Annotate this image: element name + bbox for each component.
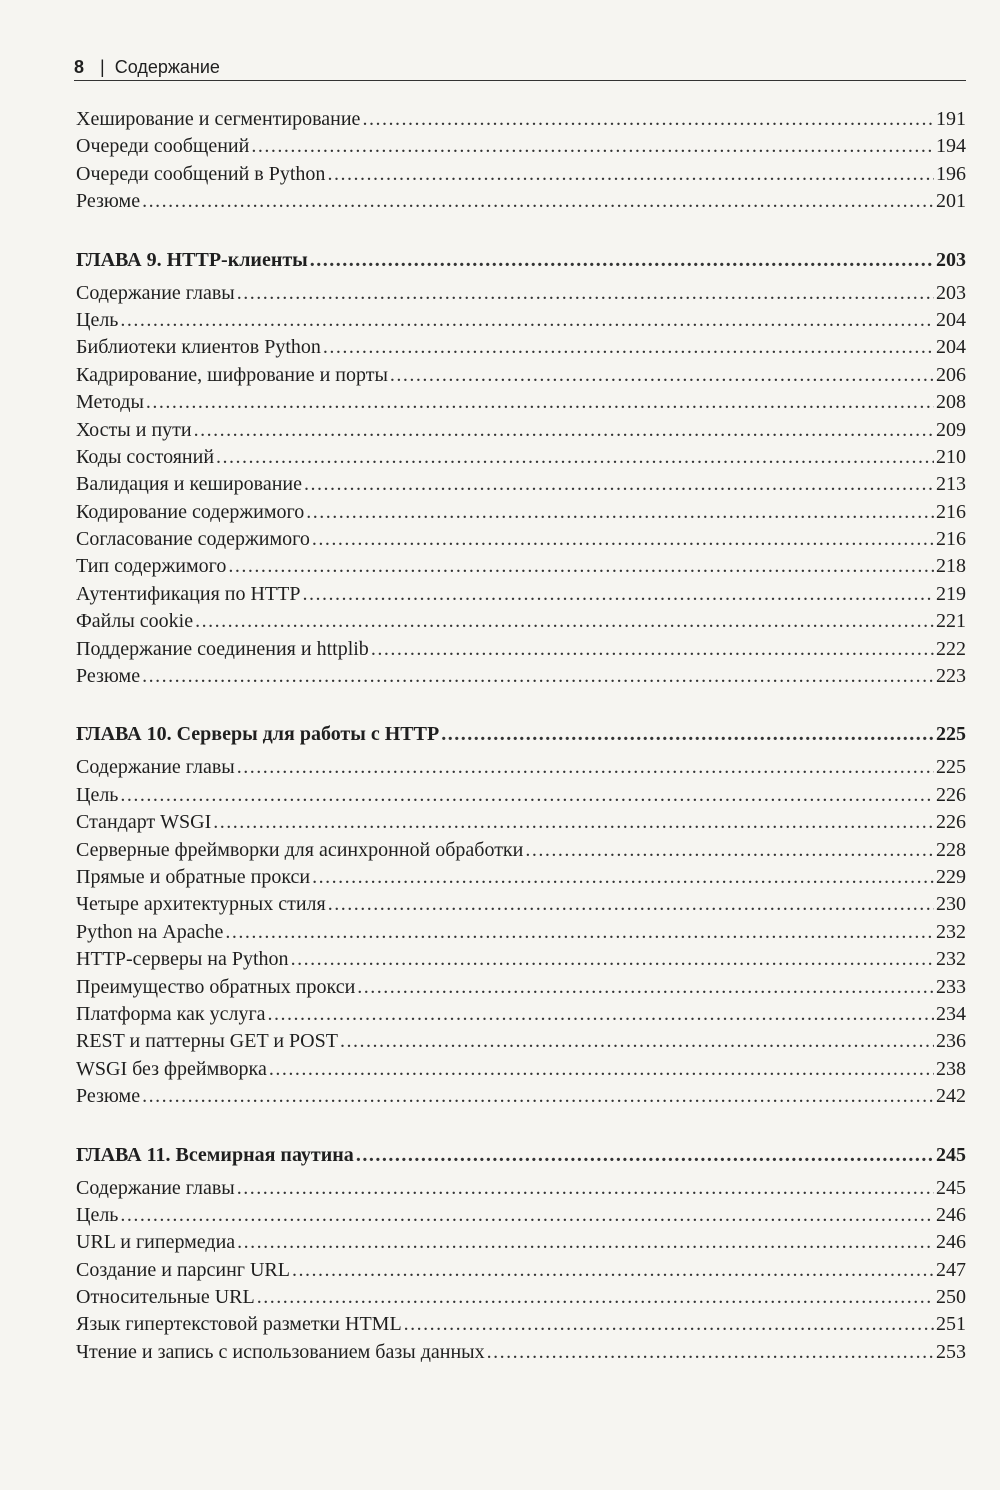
toc-entry bbox=[76, 1056, 966, 1083]
entry-title: Поддержание соединения и httplib bbox=[76, 637, 369, 660]
entry-page-number: 223 bbox=[936, 665, 966, 688]
entry-title: Кадрирование, шифрование и порты bbox=[76, 363, 388, 386]
chapter-heading bbox=[76, 242, 966, 278]
toc-entry bbox=[76, 864, 966, 891]
entry-title: Чтение и запись с использованием базы данных bbox=[76, 1340, 485, 1363]
entry-title: HTTP-серверы на Python bbox=[76, 948, 289, 971]
section-gap bbox=[76, 1111, 966, 1137]
chapter-title: ГЛАВА 11. Всемирная паутина bbox=[76, 1143, 354, 1166]
toc-entry bbox=[76, 526, 966, 553]
dot-leader bbox=[340, 1028, 934, 1055]
running-head bbox=[74, 54, 966, 80]
dot-leader bbox=[302, 581, 934, 608]
toc-entry bbox=[76, 608, 966, 635]
entry-page-number: 213 bbox=[936, 473, 966, 496]
entry-title: URL и гипермедиа bbox=[76, 1231, 236, 1254]
toc-entry bbox=[76, 837, 966, 864]
toc-section bbox=[76, 716, 966, 1110]
dot-leader bbox=[216, 444, 934, 471]
entry-page-number: 242 bbox=[936, 1085, 966, 1108]
entry-title: Библиотеки клиентов Python bbox=[76, 336, 321, 359]
dot-leader bbox=[371, 636, 934, 663]
toc-entry bbox=[76, 1175, 966, 1202]
dot-leader bbox=[404, 1311, 934, 1338]
toc-entry bbox=[76, 782, 966, 809]
dot-leader bbox=[357, 974, 934, 1001]
toc-entry bbox=[76, 809, 966, 836]
chapter-page-number: 245 bbox=[936, 1143, 966, 1166]
entry-page-number: 208 bbox=[936, 391, 966, 414]
chapter-title: ГЛАВА 9. HTTP-клиенты bbox=[76, 248, 308, 271]
toc-entry bbox=[76, 417, 966, 444]
toc-entry bbox=[76, 1083, 966, 1110]
entry-title: Очереди сообщений в Python bbox=[76, 162, 326, 185]
dot-leader bbox=[120, 1202, 934, 1229]
entry-title: REST и паттерны GET и POST bbox=[76, 1030, 338, 1053]
entry-title: Резюме bbox=[76, 1085, 141, 1108]
entry-title: Содержание главы bbox=[76, 281, 235, 304]
dot-leader bbox=[441, 716, 934, 752]
dot-leader bbox=[146, 389, 934, 416]
dot-leader bbox=[225, 919, 934, 946]
entry-page-number: 226 bbox=[936, 783, 966, 806]
entry-title: Коды состояний bbox=[76, 445, 215, 468]
toc-entry bbox=[76, 636, 966, 663]
dot-leader bbox=[237, 1229, 934, 1256]
toc-entry bbox=[76, 444, 966, 471]
toc-entry bbox=[76, 362, 966, 389]
toc-section bbox=[76, 106, 966, 216]
toc-entry bbox=[76, 1202, 966, 1229]
dot-leader bbox=[312, 864, 934, 891]
entry-title: Тип содержимого bbox=[76, 555, 227, 578]
dot-leader bbox=[195, 608, 934, 635]
entry-page-number: 236 bbox=[936, 1030, 966, 1053]
toc-section bbox=[76, 242, 966, 691]
entry-page-number: 219 bbox=[936, 582, 966, 605]
page-number: 8 bbox=[74, 57, 85, 77]
dot-leader bbox=[269, 1056, 934, 1083]
dot-leader bbox=[251, 133, 934, 160]
entry-title: Цель bbox=[76, 1203, 119, 1226]
toc-entry bbox=[76, 891, 966, 918]
chapter-title: ГЛАВА 10. Серверы для работы с HTTP bbox=[76, 723, 440, 746]
entry-title: Стандарт WSGI bbox=[76, 811, 212, 834]
dot-leader bbox=[306, 499, 934, 526]
toc-entry bbox=[76, 133, 966, 160]
toc-entry bbox=[76, 161, 966, 188]
entry-page-number: 196 bbox=[936, 162, 966, 185]
toc-entry bbox=[76, 974, 966, 1001]
entry-page-number: 234 bbox=[936, 1002, 966, 1025]
toc-entry bbox=[76, 553, 966, 580]
entry-title: Резюме bbox=[76, 190, 141, 213]
dot-leader bbox=[304, 471, 934, 498]
entry-title: Преимущество обратных прокси bbox=[76, 975, 356, 998]
dot-leader bbox=[292, 1257, 934, 1284]
entry-title: Содержание главы bbox=[76, 756, 235, 779]
toc-entry bbox=[76, 1311, 966, 1338]
entry-page-number: 221 bbox=[936, 610, 966, 633]
dot-leader bbox=[291, 946, 934, 973]
entry-page-number: 210 bbox=[936, 445, 966, 468]
dot-leader bbox=[257, 1284, 934, 1311]
entry-title: Цель bbox=[76, 308, 119, 331]
toc-entry bbox=[76, 1339, 966, 1366]
entry-page-number: 216 bbox=[936, 500, 966, 523]
dot-leader bbox=[310, 242, 934, 278]
entry-title: Прямые и обратные прокси bbox=[76, 865, 311, 888]
toc-entry bbox=[76, 946, 966, 973]
entry-title: Python на Apache bbox=[76, 920, 224, 943]
entry-page-number: 247 bbox=[936, 1258, 966, 1281]
toc-entry bbox=[76, 106, 966, 133]
entry-title: Язык гипертекстовой разметки HTML bbox=[76, 1313, 402, 1336]
toc-entry bbox=[76, 188, 966, 215]
entry-title: Хеширование и сегментирование bbox=[76, 108, 361, 130]
entry-page-number: 206 bbox=[936, 363, 966, 386]
entry-title: WSGI без фреймворка bbox=[76, 1057, 267, 1080]
entry-page-number: 238 bbox=[936, 1057, 966, 1080]
chapter-heading bbox=[76, 1137, 966, 1173]
toc-section bbox=[76, 1137, 966, 1367]
toc-entry bbox=[76, 307, 966, 334]
entry-title: Валидация и кеширование bbox=[76, 473, 302, 496]
toc-entry bbox=[76, 499, 966, 526]
table-of-contents bbox=[76, 106, 966, 1366]
entry-page-number: 233 bbox=[936, 975, 966, 998]
dot-leader bbox=[213, 809, 934, 836]
entry-title: Четыре архитектурных стиля bbox=[76, 893, 326, 916]
entry-page-number: 246 bbox=[936, 1203, 966, 1226]
toc-entry bbox=[76, 1001, 966, 1028]
entry-title: Аутентификация по HTTP bbox=[76, 582, 301, 605]
dot-leader bbox=[362, 106, 934, 133]
dot-leader bbox=[120, 782, 934, 809]
toc-entry bbox=[76, 754, 966, 781]
entry-page-number: 204 bbox=[936, 336, 966, 359]
header-rule bbox=[74, 80, 966, 81]
entry-title: Содержание главы bbox=[76, 1176, 235, 1199]
entry-title: Относительные URL bbox=[76, 1286, 255, 1309]
entry-page-number: 216 bbox=[936, 528, 966, 551]
entry-title: Резюме bbox=[76, 665, 141, 688]
dot-leader bbox=[487, 1339, 934, 1366]
entry-page-number: 222 bbox=[936, 637, 966, 660]
entry-page-number: 228 bbox=[936, 838, 966, 861]
dot-leader bbox=[142, 188, 934, 215]
toc-entry bbox=[76, 280, 966, 307]
entry-page-number: 232 bbox=[936, 948, 966, 971]
entry-page-number: 201 bbox=[936, 190, 966, 213]
entry-page-number: 229 bbox=[936, 865, 966, 888]
entry-page-number: 245 bbox=[936, 1176, 966, 1199]
entry-title: Серверные фреймворки для асинхронной обработки bbox=[76, 838, 524, 861]
header-separator: | bbox=[100, 57, 105, 77]
entry-page-number: 191 bbox=[936, 108, 966, 130]
dot-leader bbox=[237, 754, 934, 781]
entry-title: Платформа как услуга bbox=[76, 1002, 266, 1025]
entry-title: Создание и парсинг URL bbox=[76, 1258, 290, 1281]
entry-page-number: 253 bbox=[936, 1340, 966, 1363]
dot-leader bbox=[142, 1083, 934, 1110]
dot-leader bbox=[120, 307, 934, 334]
dot-leader bbox=[390, 362, 934, 389]
dot-leader bbox=[312, 526, 934, 553]
toc-entry bbox=[76, 334, 966, 361]
dot-leader bbox=[142, 663, 934, 690]
dot-leader bbox=[237, 1175, 934, 1202]
dot-leader bbox=[525, 837, 934, 864]
entry-title: Хосты и пути bbox=[76, 418, 192, 441]
running-head-title: Содержание bbox=[114, 57, 220, 77]
entry-page-number: 246 bbox=[936, 1231, 966, 1254]
toc-entry bbox=[76, 663, 966, 690]
dot-leader bbox=[328, 891, 934, 918]
chapter-heading bbox=[76, 716, 966, 752]
dot-leader bbox=[327, 161, 934, 188]
entry-title: Согласование содержимого bbox=[76, 528, 310, 551]
section-gap bbox=[76, 216, 966, 242]
entry-page-number: 203 bbox=[936, 281, 966, 304]
entry-page-number: 251 bbox=[936, 1313, 966, 1336]
dot-leader bbox=[323, 334, 934, 361]
dot-leader bbox=[194, 417, 934, 444]
entry-title: Кодирование содержимого bbox=[76, 500, 305, 523]
dot-leader bbox=[228, 553, 934, 580]
entry-title: Файлы cookie bbox=[76, 610, 194, 633]
toc-entry bbox=[76, 581, 966, 608]
dot-leader bbox=[268, 1001, 934, 1028]
entry-page-number: 209 bbox=[936, 418, 966, 441]
entry-page-number: 225 bbox=[936, 756, 966, 779]
entry-page-number: 250 bbox=[936, 1286, 966, 1309]
dot-leader bbox=[356, 1137, 934, 1173]
chapter-page-number: 225 bbox=[936, 723, 966, 746]
toc-entry bbox=[76, 471, 966, 498]
toc-entry bbox=[76, 1229, 966, 1256]
toc-entry bbox=[76, 389, 966, 416]
entry-page-number: 218 bbox=[936, 555, 966, 578]
entry-title: Методы bbox=[76, 391, 144, 414]
toc-entry bbox=[76, 1028, 966, 1055]
toc-entry bbox=[76, 919, 966, 946]
section-gap bbox=[76, 690, 966, 716]
entry-page-number: 232 bbox=[936, 920, 966, 943]
entry-page-number: 194 bbox=[936, 135, 966, 158]
toc-entry bbox=[76, 1284, 966, 1311]
entry-title: Очереди сообщений bbox=[76, 135, 250, 158]
entry-page-number: 230 bbox=[936, 893, 966, 916]
toc-entry bbox=[76, 1257, 966, 1284]
chapter-page-number: 203 bbox=[936, 248, 966, 271]
dot-leader bbox=[237, 280, 934, 307]
entry-title: Цель bbox=[76, 783, 119, 806]
entry-page-number: 226 bbox=[936, 811, 966, 834]
entry-page-number: 204 bbox=[936, 308, 966, 331]
